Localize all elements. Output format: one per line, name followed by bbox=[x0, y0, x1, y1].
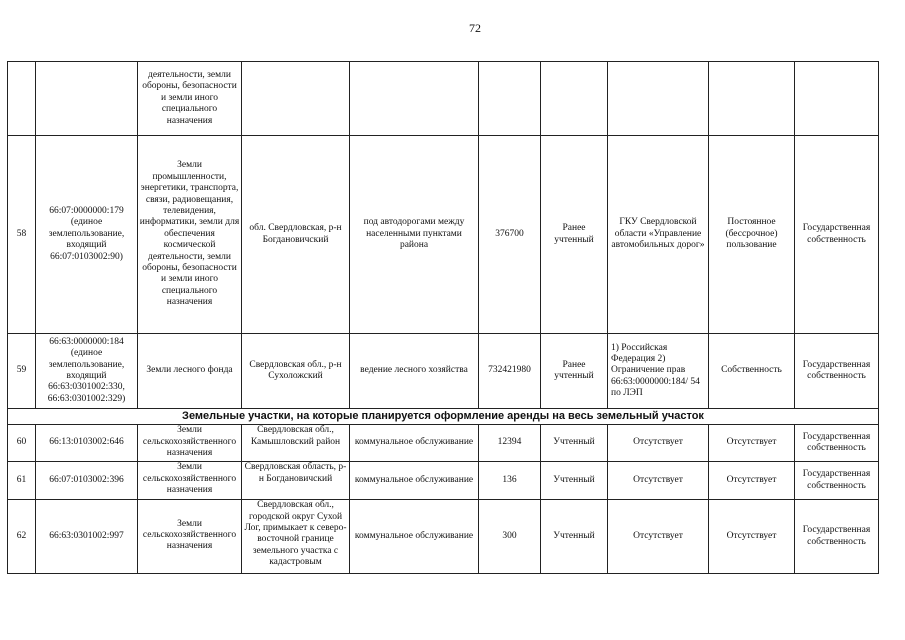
row-number-cell bbox=[8, 62, 36, 136]
row-number-cell: 58 bbox=[8, 136, 36, 334]
right-holder-cell: Отсутствует bbox=[608, 425, 709, 462]
location-text: Свердловская область, р-н Богдановичский bbox=[244, 462, 347, 484]
location-text: Свердловская обл., городской округ Сухой Лог, примыкает к северо-восточной границе земельного участка с кадастровым bbox=[244, 500, 347, 568]
table-row bbox=[8, 334, 879, 409]
status-cell: Ранее учтенный bbox=[541, 334, 608, 409]
land-parcels-table bbox=[7, 61, 879, 574]
ownership-form-cell: Государственная собственность bbox=[795, 425, 879, 462]
permitted-use-cell: ведение лесного хозяйства bbox=[350, 334, 479, 409]
location-cell bbox=[242, 62, 350, 136]
status-cell bbox=[541, 62, 608, 136]
section-heading-row bbox=[8, 409, 879, 425]
area-cell: 376700 bbox=[479, 136, 541, 334]
permitted-use-cell: под автодорогами между населенными пунктами района bbox=[350, 136, 479, 334]
status-cell: Ранее учтенный bbox=[541, 136, 608, 334]
status-cell: Учтенный bbox=[541, 500, 608, 574]
status-cell: Учтенный bbox=[541, 425, 608, 462]
permitted-use-cell bbox=[350, 62, 479, 136]
area-cell: 300 bbox=[479, 500, 541, 574]
right-holder-cell: ГКУ Свердловской области «Управление автомобильных дорог» bbox=[608, 136, 709, 334]
ownership-form-cell: Государственная собственность bbox=[795, 500, 879, 574]
cadastral-number-cell: 66:07:0000000:179 (единое землепользование, входящий 66:07:0103002:90) bbox=[36, 136, 138, 334]
table-row bbox=[8, 462, 879, 500]
row-number-cell: 59 bbox=[8, 334, 36, 409]
row-number-cell: 62 bbox=[8, 500, 36, 574]
cadastral-number-cell bbox=[36, 62, 138, 136]
right-type-cell: Отсутствует bbox=[709, 500, 795, 574]
row-number-cell: 60 bbox=[8, 425, 36, 462]
right-type-cell: Отсутствует bbox=[709, 462, 795, 500]
land-category-text: Земли сельскохозяйственного назначения bbox=[142, 425, 237, 458]
right-holder-cell bbox=[608, 62, 709, 136]
area-cell bbox=[479, 62, 541, 136]
area-cell: 732421980 bbox=[479, 334, 541, 409]
table-row bbox=[8, 62, 879, 136]
land-category-cell: деятельности, земли обороны, безопасности и земли иного специального назначения bbox=[138, 62, 242, 136]
location-text: Свердловская обл., Камышловский район bbox=[250, 425, 341, 447]
table-row bbox=[8, 500, 879, 574]
cadastral-number-cell: 66:07:0103002:396 bbox=[36, 462, 138, 500]
right-type-cell: Собственность bbox=[709, 334, 795, 409]
land-category-cell: Земли лесного фонда bbox=[138, 334, 242, 409]
ownership-form-cell bbox=[795, 62, 879, 136]
table-row bbox=[8, 136, 879, 334]
page-number: 72 bbox=[469, 21, 481, 35]
area-cell: 12394 bbox=[479, 425, 541, 462]
location-cell bbox=[242, 462, 350, 500]
section-heading: Земельные участки, на которые планируется оформление аренды на весь земельный участок bbox=[8, 409, 879, 425]
right-type-cell: Отсутствует bbox=[709, 425, 795, 462]
area-cell: 136 bbox=[479, 462, 541, 500]
right-holder-cell: Отсутствует bbox=[608, 462, 709, 500]
land-category-cell bbox=[138, 425, 242, 462]
location-cell bbox=[242, 500, 350, 574]
land-category-cell bbox=[138, 500, 242, 574]
land-category-cell: Земли промышленности, энергетики, транспорта, связи, радиовещания, телевидения, информатики, земли для обеспечения космической деятельности, земли обороны, безопасности и земли иного специального назначения bbox=[138, 136, 242, 334]
location-cell bbox=[242, 425, 350, 462]
status-cell: Учтенный bbox=[541, 462, 608, 500]
cadastral-number-cell: 66:13:0103002:646 bbox=[36, 425, 138, 462]
permitted-use-cell: коммунальное обслуживание bbox=[350, 500, 479, 574]
cadastral-number-cell: 66:63:0301002:997 bbox=[36, 500, 138, 574]
right-type-cell bbox=[709, 62, 795, 136]
cadastral-number-cell: 66:63:0000000:184 (единое землепользование, входящий 66:63:0301002:330, 66:63:0301002:329) bbox=[36, 334, 138, 409]
ownership-form-cell: Государственная собственность bbox=[795, 136, 879, 334]
right-type-cell: Постоянное (бессрочное) пользование bbox=[709, 136, 795, 334]
location-cell: Свердловская обл., р-н Сухоложский bbox=[242, 334, 350, 409]
permitted-use-cell: коммунальное обслуживание bbox=[350, 462, 479, 500]
land-category-text: Земли сельскохозяйственного назначения bbox=[142, 462, 237, 495]
permitted-use-cell: коммунальное обслуживание bbox=[350, 425, 479, 462]
row-number-cell: 61 bbox=[8, 462, 36, 500]
right-holder-cell: Отсутствует bbox=[608, 500, 709, 574]
right-holder-cell: 1) Российская Федерация 2) Ограничение прав 66:63:0000000:184/ 54 по ЛЭП bbox=[608, 334, 709, 409]
land-category-text: Земли сельскохозяйственного назначения bbox=[142, 518, 237, 552]
ownership-form-cell: Государственная собственность bbox=[795, 334, 879, 409]
ownership-form-cell: Государственная собственность bbox=[795, 462, 879, 500]
table-row bbox=[8, 425, 879, 462]
location-cell: обл. Свердловская, р-н Богдановичский bbox=[242, 136, 350, 334]
land-category-cell bbox=[138, 462, 242, 500]
